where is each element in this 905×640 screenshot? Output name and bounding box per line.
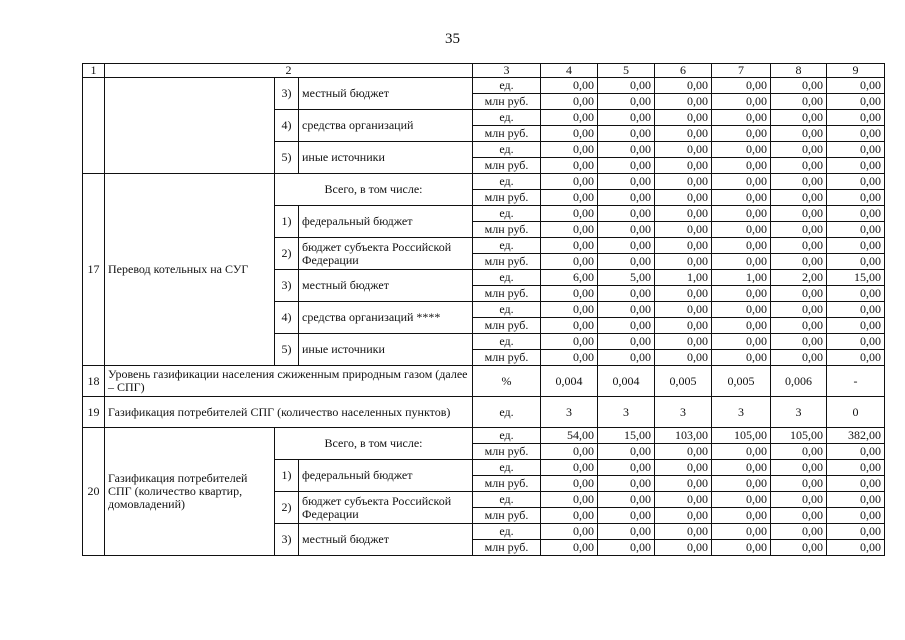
unit-cell: % xyxy=(473,366,541,397)
value-cell: 105,00 xyxy=(771,428,827,444)
value-cell: 0,00 xyxy=(827,190,885,206)
value-cell: 0,00 xyxy=(598,286,655,302)
value-cell: 0,00 xyxy=(771,158,827,174)
value-cell: 0,00 xyxy=(771,126,827,142)
value-cell: 0,00 xyxy=(541,540,598,556)
value-cell: 0,00 xyxy=(541,508,598,524)
value-cell: 0,00 xyxy=(827,524,885,540)
value-cell: 0,00 xyxy=(541,126,598,142)
value-cell: 0,00 xyxy=(598,110,655,126)
value-cell: 0,00 xyxy=(655,476,712,492)
value-cell: 0,00 xyxy=(712,110,771,126)
unit-cell: ед. xyxy=(473,110,541,126)
value-cell: 0,00 xyxy=(771,350,827,366)
value-cell: 0,00 xyxy=(655,492,712,508)
value-cell: 0,00 xyxy=(771,254,827,270)
value-cell: 0,00 xyxy=(598,126,655,142)
value-cell: 15,00 xyxy=(598,428,655,444)
value-cell: 0,00 xyxy=(598,302,655,318)
source-label: местный бюджет xyxy=(299,524,473,556)
unit-cell: млн руб. xyxy=(473,94,541,110)
value-cell: 0,00 xyxy=(712,206,771,222)
item-number: 3) xyxy=(275,78,299,110)
value-cell: 0,00 xyxy=(771,524,827,540)
value-cell: 0,00 xyxy=(712,94,771,110)
value-cell: 0,00 xyxy=(712,350,771,366)
value-cell: 0,00 xyxy=(598,318,655,334)
item-number: 2) xyxy=(275,238,299,270)
value-cell: 0,00 xyxy=(771,476,827,492)
value-cell: 0,00 xyxy=(598,222,655,238)
header-col-7: 7 xyxy=(712,64,771,78)
value-cell: 0,00 xyxy=(771,444,827,460)
value-cell: 0,00 xyxy=(827,158,885,174)
value-cell: 0,00 xyxy=(827,476,885,492)
header-row xyxy=(83,64,885,78)
value-cell: 0,005 xyxy=(712,366,771,397)
value-cell: 0,00 xyxy=(827,350,885,366)
value-cell: 0,00 xyxy=(655,206,712,222)
item-number: 1) xyxy=(275,206,299,238)
row-title: Газификация потребителей СПГ (количество квартир, домовладений) xyxy=(105,428,275,556)
value-cell: 3 xyxy=(712,397,771,428)
header-col-6: 6 xyxy=(655,64,712,78)
value-cell: 0,00 xyxy=(827,508,885,524)
value-cell: 0,00 xyxy=(712,540,771,556)
value-cell: 0,00 xyxy=(827,94,885,110)
value-cell: 0,00 xyxy=(712,524,771,540)
value-cell: 0,00 xyxy=(771,142,827,158)
unit-cell: млн руб. xyxy=(473,286,541,302)
unit-cell: млн руб. xyxy=(473,444,541,460)
value-cell: 0,00 xyxy=(655,254,712,270)
value-cell: 0,00 xyxy=(827,238,885,254)
value-cell: 0,00 xyxy=(771,78,827,94)
value-cell: 0,00 xyxy=(541,142,598,158)
item-number: 4) xyxy=(275,302,299,334)
value-cell: 54,00 xyxy=(541,428,598,444)
value-cell: 0,00 xyxy=(827,254,885,270)
value-cell: 0,00 xyxy=(655,302,712,318)
unit-cell: ед. xyxy=(473,238,541,254)
row-title: Газификация потребителей СПГ (количество населенных пунктов) xyxy=(105,397,473,428)
value-cell: 15,00 xyxy=(827,270,885,286)
value-cell: 0,00 xyxy=(771,540,827,556)
value-cell: 0,00 xyxy=(541,286,598,302)
value-cell: 0,00 xyxy=(655,286,712,302)
row-number: 19 xyxy=(83,397,105,428)
value-cell: 0,00 xyxy=(598,476,655,492)
empty-num-cell xyxy=(83,78,105,174)
value-cell: 0,00 xyxy=(541,492,598,508)
row-title: Перевод котельных на СУГ xyxy=(105,174,275,366)
item-number: 5) xyxy=(275,142,299,174)
value-cell: 0,00 xyxy=(655,444,712,460)
value-cell: 0,00 xyxy=(771,190,827,206)
value-cell: 0,00 xyxy=(712,190,771,206)
value-cell: 0,00 xyxy=(541,222,598,238)
value-cell: 0,00 xyxy=(827,540,885,556)
unit-cell: ед. xyxy=(473,334,541,350)
header-col-3: 3 xyxy=(473,64,541,78)
unit-cell: ед. xyxy=(473,206,541,222)
value-cell: 0,00 xyxy=(541,158,598,174)
value-cell: 0,00 xyxy=(771,492,827,508)
empty-title-cell xyxy=(105,78,275,174)
value-cell: 0,00 xyxy=(771,302,827,318)
row-number: 18 xyxy=(83,366,105,397)
table-row xyxy=(83,174,885,190)
total-label: Всего, в том числе: xyxy=(275,174,473,206)
table-row xyxy=(83,366,885,397)
unit-cell: ед. xyxy=(473,524,541,540)
value-cell: 0,00 xyxy=(598,508,655,524)
value-cell: 0,00 xyxy=(827,174,885,190)
value-cell: 6,00 xyxy=(541,270,598,286)
value-cell: 0,00 xyxy=(712,460,771,476)
value-cell: 0,00 xyxy=(712,126,771,142)
value-cell: 0,00 xyxy=(827,110,885,126)
value-cell: 0,00 xyxy=(541,350,598,366)
value-cell: 0,00 xyxy=(541,110,598,126)
unit-cell: ед. xyxy=(473,270,541,286)
value-cell: 0,00 xyxy=(655,142,712,158)
value-cell: 0,00 xyxy=(827,334,885,350)
value-cell: 0,00 xyxy=(598,492,655,508)
value-cell: 3 xyxy=(541,397,598,428)
value-cell: 0,00 xyxy=(771,334,827,350)
value-cell: 0,00 xyxy=(541,524,598,540)
value-cell: 103,00 xyxy=(655,428,712,444)
table-row xyxy=(83,428,885,444)
value-cell: 3 xyxy=(655,397,712,428)
value-cell: 0,00 xyxy=(655,334,712,350)
value-cell: 0,00 xyxy=(598,334,655,350)
value-cell: 0,00 xyxy=(771,460,827,476)
value-cell: 0 xyxy=(827,397,885,428)
unit-cell: млн руб. xyxy=(473,350,541,366)
value-cell: 0,00 xyxy=(827,318,885,334)
item-number: 4) xyxy=(275,110,299,142)
source-label: бюджет субъекта Российской Федерации xyxy=(299,238,473,270)
value-cell: 0,004 xyxy=(541,366,598,397)
source-label: средства организаций xyxy=(299,110,473,142)
header-col-4: 4 xyxy=(541,64,598,78)
value-cell: 0,00 xyxy=(541,476,598,492)
value-cell: 0,00 xyxy=(712,142,771,158)
value-cell: 0,00 xyxy=(655,460,712,476)
value-cell: 0,00 xyxy=(771,206,827,222)
unit-cell: ед. xyxy=(473,428,541,444)
value-cell: 0,00 xyxy=(712,318,771,334)
value-cell: 0,00 xyxy=(655,94,712,110)
unit-cell: млн руб. xyxy=(473,158,541,174)
value-cell: 0,00 xyxy=(712,78,771,94)
value-cell: 0,00 xyxy=(827,302,885,318)
value-cell: 0,00 xyxy=(541,334,598,350)
value-cell: 0,00 xyxy=(712,444,771,460)
item-number: 1) xyxy=(275,460,299,492)
value-cell: 0,00 xyxy=(771,222,827,238)
unit-cell: млн руб. xyxy=(473,190,541,206)
value-cell: 0,00 xyxy=(712,174,771,190)
row-number: 20 xyxy=(83,428,105,556)
value-cell: 0,00 xyxy=(827,78,885,94)
value-cell: 0,00 xyxy=(827,286,885,302)
unit-cell: ед. xyxy=(473,78,541,94)
value-cell: 1,00 xyxy=(655,270,712,286)
value-cell: 0,00 xyxy=(827,206,885,222)
unit-cell: млн руб. xyxy=(473,476,541,492)
value-cell: 0,00 xyxy=(827,126,885,142)
value-cell: 0,00 xyxy=(712,222,771,238)
value-cell: 0,00 xyxy=(598,142,655,158)
value-cell: 0,00 xyxy=(712,238,771,254)
value-cell: 0,00 xyxy=(771,110,827,126)
value-cell: 0,00 xyxy=(541,238,598,254)
value-cell: 0,00 xyxy=(598,78,655,94)
value-cell: 0,00 xyxy=(827,444,885,460)
unit-cell: ед. xyxy=(473,492,541,508)
value-cell: 0,00 xyxy=(771,508,827,524)
unit-cell: млн руб. xyxy=(473,126,541,142)
unit-cell: млн руб. xyxy=(473,254,541,270)
value-cell: 0,00 xyxy=(598,540,655,556)
value-cell: 105,00 xyxy=(712,428,771,444)
value-cell: 0,00 xyxy=(712,508,771,524)
value-cell: 0,00 xyxy=(541,78,598,94)
value-cell: 0,00 xyxy=(655,318,712,334)
value-cell: 0,00 xyxy=(655,158,712,174)
value-cell: 0,00 xyxy=(655,174,712,190)
header-col-5: 5 xyxy=(598,64,655,78)
value-cell: 0,00 xyxy=(712,286,771,302)
source-label: средства организаций **** xyxy=(299,302,473,334)
unit-cell: ед. xyxy=(473,142,541,158)
unit-cell: ед. xyxy=(473,302,541,318)
value-cell: 0,00 xyxy=(541,174,598,190)
value-cell: 3 xyxy=(771,397,827,428)
header-col-1: 1 xyxy=(83,64,105,78)
value-cell: 0,00 xyxy=(598,444,655,460)
value-cell: 0,00 xyxy=(541,254,598,270)
value-cell: 0,00 xyxy=(598,94,655,110)
value-cell: 0,00 xyxy=(541,190,598,206)
value-cell: 0,00 xyxy=(541,460,598,476)
row-title: Уровень газификации населения сжиженным природным газом (далее – СПГ) xyxy=(105,366,473,397)
value-cell: 5,00 xyxy=(598,270,655,286)
value-cell: 0,00 xyxy=(541,206,598,222)
value-cell: 0,00 xyxy=(712,334,771,350)
value-cell: 0,00 xyxy=(598,190,655,206)
value-cell: 0,00 xyxy=(712,254,771,270)
value-cell: 0,005 xyxy=(655,366,712,397)
value-cell: 0,00 xyxy=(655,126,712,142)
value-cell: 0,00 xyxy=(827,492,885,508)
source-label: иные источники xyxy=(299,334,473,366)
value-cell: 0,00 xyxy=(712,492,771,508)
value-cell: 0,00 xyxy=(655,78,712,94)
value-cell: 0,00 xyxy=(655,540,712,556)
value-cell: 0,00 xyxy=(712,302,771,318)
value-cell: 0,00 xyxy=(655,190,712,206)
unit-cell: млн руб. xyxy=(473,222,541,238)
value-cell: 0,00 xyxy=(712,476,771,492)
item-number: 3) xyxy=(275,270,299,302)
value-cell: 0,00 xyxy=(655,222,712,238)
item-number: 2) xyxy=(275,492,299,524)
page-number: 35 xyxy=(445,31,460,47)
value-cell: 0,00 xyxy=(655,524,712,540)
header-col-8: 8 xyxy=(771,64,827,78)
value-cell: 1,00 xyxy=(712,270,771,286)
value-cell: 0,00 xyxy=(598,238,655,254)
value-cell: 0,00 xyxy=(771,318,827,334)
value-cell: 0,00 xyxy=(541,444,598,460)
value-cell: 0,00 xyxy=(827,222,885,238)
value-cell: 0,00 xyxy=(712,158,771,174)
source-label: бюджет субъекта Российской Федерации xyxy=(299,492,473,524)
item-number: 3) xyxy=(275,524,299,556)
table-row xyxy=(83,397,885,428)
value-cell: 0,00 xyxy=(598,206,655,222)
total-label: Всего, в том числе: xyxy=(275,428,473,460)
table-row xyxy=(83,78,885,94)
value-cell: 0,00 xyxy=(598,174,655,190)
value-cell: - xyxy=(827,366,885,397)
value-cell: 0,00 xyxy=(541,94,598,110)
value-cell: 382,00 xyxy=(827,428,885,444)
unit-cell: млн руб. xyxy=(473,508,541,524)
value-cell: 0,00 xyxy=(655,350,712,366)
value-cell: 0,00 xyxy=(655,238,712,254)
budget-table xyxy=(82,63,885,556)
value-cell: 0,00 xyxy=(827,142,885,158)
source-label: федеральный бюджет xyxy=(299,460,473,492)
source-label: местный бюджет xyxy=(299,78,473,110)
item-number: 5) xyxy=(275,334,299,366)
unit-cell: ед. xyxy=(473,174,541,190)
value-cell: 0,00 xyxy=(655,508,712,524)
value-cell: 0,006 xyxy=(771,366,827,397)
unit-cell: ед. xyxy=(473,460,541,476)
value-cell: 0,00 xyxy=(655,110,712,126)
value-cell: 2,00 xyxy=(771,270,827,286)
header-col-9: 9 xyxy=(827,64,885,78)
value-cell: 3 xyxy=(598,397,655,428)
value-cell: 0,00 xyxy=(598,350,655,366)
value-cell: 0,00 xyxy=(771,174,827,190)
value-cell: 0,00 xyxy=(541,318,598,334)
value-cell: 0,00 xyxy=(541,302,598,318)
row-number: 17 xyxy=(83,174,105,366)
value-cell: 0,00 xyxy=(827,460,885,476)
source-label: местный бюджет xyxy=(299,270,473,302)
value-cell: 0,00 xyxy=(771,238,827,254)
source-label: иные источники xyxy=(299,142,473,174)
source-label: федеральный бюджет xyxy=(299,206,473,238)
unit-cell: ед. xyxy=(473,397,541,428)
unit-cell: млн руб. xyxy=(473,540,541,556)
value-cell: 0,004 xyxy=(598,366,655,397)
value-cell: 0,00 xyxy=(598,524,655,540)
value-cell: 0,00 xyxy=(771,286,827,302)
unit-cell: млн руб. xyxy=(473,318,541,334)
value-cell: 0,00 xyxy=(598,158,655,174)
value-cell: 0,00 xyxy=(771,94,827,110)
value-cell: 0,00 xyxy=(598,254,655,270)
value-cell: 0,00 xyxy=(598,460,655,476)
header-col-2: 2 xyxy=(105,64,473,78)
